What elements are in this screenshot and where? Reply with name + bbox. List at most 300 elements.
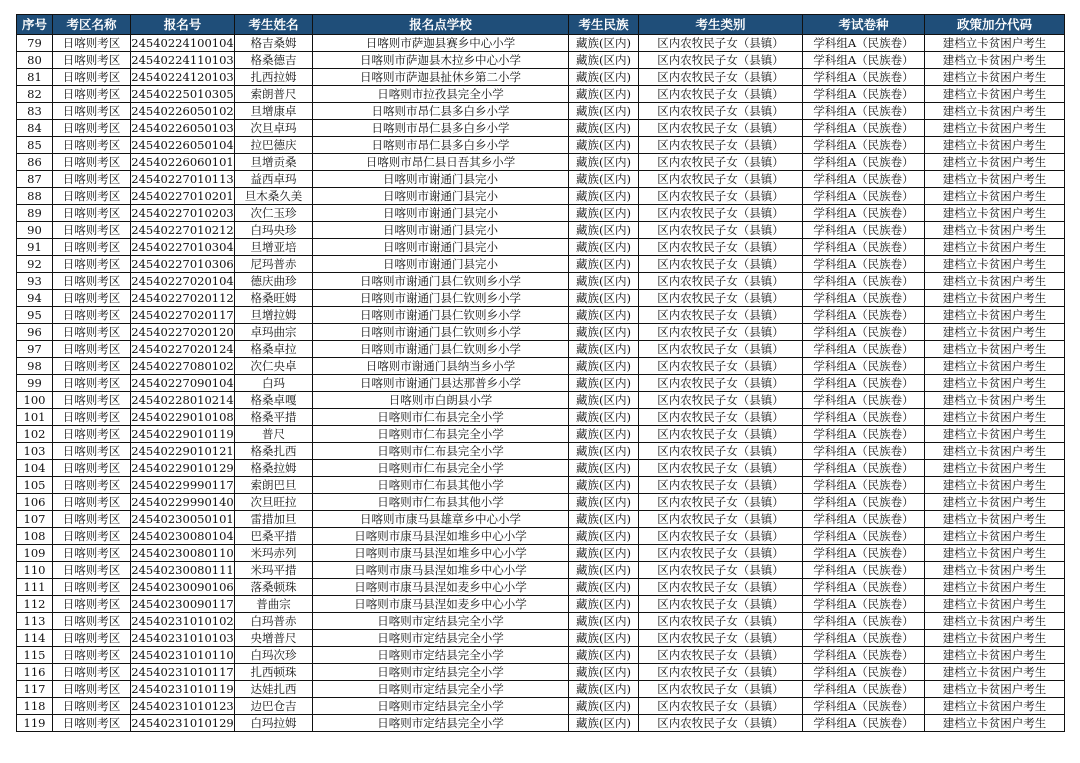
cell-policy-code: 建档立卡贫困户考生 xyxy=(925,528,1065,545)
cell-name: 普曲宗 xyxy=(235,596,313,613)
cell-school: 日喀则市拉孜县完全小学 xyxy=(313,86,569,103)
cell-name: 次旦旺拉 xyxy=(235,494,313,511)
cell-policy-code: 建档立卡贫困户考生 xyxy=(925,579,1065,596)
cell-ethnicity: 藏族(区内) xyxy=(569,494,639,511)
cell-seq: 111 xyxy=(17,579,53,596)
cell-seq: 84 xyxy=(17,120,53,137)
cell-seq: 94 xyxy=(17,290,53,307)
cell-name: 达娃扎西 xyxy=(235,681,313,698)
cell-category: 区内农牧民子女（县镇） xyxy=(639,120,803,137)
table-row xyxy=(17,103,1065,120)
cell-school: 日喀则市康马县涅如麦乡中心小学 xyxy=(313,596,569,613)
cell-reg-number: 24540227010201 xyxy=(131,189,234,203)
cell-seq: 114 xyxy=(17,630,53,647)
table-row xyxy=(17,188,1065,205)
table-row xyxy=(17,664,1065,681)
cell-policy-code: 建档立卡贫困户考生 xyxy=(925,222,1065,239)
cell-paper: 学科组A（民族卷） xyxy=(803,256,925,273)
cell-ethnicity: 藏族(区内) xyxy=(569,562,639,579)
cell-policy-code: 建档立卡贫困户考生 xyxy=(925,409,1065,426)
table-row xyxy=(17,256,1065,273)
cell-name: 次仁玉珍 xyxy=(235,205,313,222)
table-row xyxy=(17,290,1065,307)
cell-paper: 学科组A（民族卷） xyxy=(803,443,925,460)
cell-policy-code: 建档立卡贫困户考生 xyxy=(925,239,1065,256)
table-row xyxy=(17,630,1065,647)
cell-seq: 110 xyxy=(17,562,53,579)
cell-region: 日喀则考区 xyxy=(53,341,131,358)
cell-reg-number: 24540231010123 xyxy=(131,699,234,713)
table-header-row xyxy=(17,15,1065,35)
cell-reg-number: 24540227020124 xyxy=(131,342,234,356)
header-region: 考区名称 xyxy=(53,15,131,35)
cell-school: 日喀则市谢通门县完小 xyxy=(313,256,569,273)
header-name: 考生姓名 xyxy=(235,15,313,35)
table-row xyxy=(17,120,1065,137)
cell-reg-number: 24540226050104 xyxy=(131,138,234,152)
cell-name: 格桑卓嘎 xyxy=(235,392,313,409)
table-row xyxy=(17,528,1065,545)
cell-ethnicity: 藏族(区内) xyxy=(569,154,639,171)
cell-paper: 学科组A（民族卷） xyxy=(803,69,925,86)
cell-reg-number: 24540224100104 xyxy=(131,36,234,50)
cell-name: 格桑平措 xyxy=(235,409,313,426)
cell-region: 日喀则考区 xyxy=(53,273,131,290)
cell-school: 日喀则市康马县雄章乡中心小学 xyxy=(313,511,569,528)
cell-seq: 109 xyxy=(17,545,53,562)
cell-policy-code: 建档立卡贫困户考生 xyxy=(925,494,1065,511)
cell-reg-number: 24540231010119 xyxy=(131,682,234,696)
cell-paper: 学科组A（民族卷） xyxy=(803,120,925,137)
cell-ethnicity: 藏族(区内) xyxy=(569,443,639,460)
header-ethnicity: 考生民族 xyxy=(569,15,639,35)
cell-name: 格桑扎西 xyxy=(235,443,313,460)
cell-school: 日喀则市谢通门县完小 xyxy=(313,205,569,222)
cell-category: 区内农牧民子女（县镇） xyxy=(639,358,803,375)
table-row xyxy=(17,443,1065,460)
cell-category: 区内农牧民子女（县镇） xyxy=(639,596,803,613)
cell-category: 区内农牧民子女（县镇） xyxy=(639,613,803,630)
cell-seq: 95 xyxy=(17,307,53,324)
cell-name: 扎西顿珠 xyxy=(235,664,313,681)
cell-school: 日喀则市仁布县完全小学 xyxy=(313,443,569,460)
cell-school: 日喀则市昂仁县多白乡小学 xyxy=(313,137,569,154)
cell-name: 白玛 xyxy=(235,375,313,392)
cell-name: 卓玛曲宗 xyxy=(235,324,313,341)
table-row xyxy=(17,205,1065,222)
cell-ethnicity: 藏族(区内) xyxy=(569,613,639,630)
cell-seq: 96 xyxy=(17,324,53,341)
cell-seq: 87 xyxy=(17,171,53,188)
cell-paper: 学科组A（民族卷） xyxy=(803,528,925,545)
cell-ethnicity: 藏族(区内) xyxy=(569,52,639,69)
cell-school: 日喀则市康马县涅如堆乡中心小学 xyxy=(313,528,569,545)
cell-ethnicity: 藏族(区内) xyxy=(569,341,639,358)
cell-school: 日喀则市昂仁县日吾其乡小学 xyxy=(313,154,569,171)
cell-category: 区内农牧民子女（县镇） xyxy=(639,86,803,103)
cell-region: 日喀则考区 xyxy=(53,426,131,443)
cell-name: 边巴仓吉 xyxy=(235,698,313,715)
cell-name: 巴桑平措 xyxy=(235,528,313,545)
cell-reg-number: 24540225010305 xyxy=(131,87,234,101)
cell-reg-number: 24540229010108 xyxy=(131,410,234,424)
cell-ethnicity: 藏族(区内) xyxy=(569,256,639,273)
cell-policy-code: 建档立卡贫困户考生 xyxy=(925,188,1065,205)
cell-seq: 93 xyxy=(17,273,53,290)
cell-seq: 85 xyxy=(17,137,53,154)
cell-school: 日喀则市谢通门县仁钦则乡小学 xyxy=(313,273,569,290)
cell-ethnicity: 藏族(区内) xyxy=(569,307,639,324)
cell-category: 区内农牧民子女（县镇） xyxy=(639,630,803,647)
cell-paper: 学科组A（民族卷） xyxy=(803,52,925,69)
cell-school: 日喀则市昂仁县多白乡小学 xyxy=(313,120,569,137)
cell-policy-code: 建档立卡贫困户考生 xyxy=(925,358,1065,375)
cell-region: 日喀则考区 xyxy=(53,324,131,341)
cell-paper: 学科组A（民族卷） xyxy=(803,647,925,664)
table-row xyxy=(17,409,1065,426)
cell-policy-code: 建档立卡贫困户考生 xyxy=(925,154,1065,171)
cell-policy-code: 建档立卡贫困户考生 xyxy=(925,511,1065,528)
cell-reg-number: 24540228010214 xyxy=(131,393,234,407)
cell-reg-number: 24540230090117 xyxy=(131,597,234,611)
table-row xyxy=(17,341,1065,358)
cell-reg-number: 24540227020120 xyxy=(131,325,234,339)
cell-region: 日喀则考区 xyxy=(53,613,131,630)
cell-name: 白玛次珍 xyxy=(235,647,313,664)
cell-paper: 学科组A（民族卷） xyxy=(803,154,925,171)
cell-name: 格桑卓拉 xyxy=(235,341,313,358)
cell-school: 日喀则市谢通门县完小 xyxy=(313,222,569,239)
cell-ethnicity: 藏族(区内) xyxy=(569,290,639,307)
cell-category: 区内农牧民子女（县镇） xyxy=(639,494,803,511)
cell-region: 日喀则考区 xyxy=(53,630,131,647)
cell-reg-number: 24540226060101 xyxy=(131,155,234,169)
cell-seq: 98 xyxy=(17,358,53,375)
cell-ethnicity: 藏族(区内) xyxy=(569,273,639,290)
cell-paper: 学科组A（民族卷） xyxy=(803,137,925,154)
cell-region: 日喀则考区 xyxy=(53,681,131,698)
cell-seq: 113 xyxy=(17,613,53,630)
table-row xyxy=(17,358,1065,375)
cell-reg-number: 24540231010102 xyxy=(131,614,234,628)
cell-reg-number: 24540230090106 xyxy=(131,580,234,594)
cell-policy-code: 建档立卡贫困户考生 xyxy=(925,630,1065,647)
cell-ethnicity: 藏族(区内) xyxy=(569,35,639,52)
cell-category: 区内农牧民子女（县镇） xyxy=(639,324,803,341)
cell-policy-code: 建档立卡贫困户考生 xyxy=(925,256,1065,273)
cell-seq: 91 xyxy=(17,239,53,256)
cell-category: 区内农牧民子女（县镇） xyxy=(639,35,803,52)
cell-category: 区内农牧民子女（县镇） xyxy=(639,460,803,477)
cell-reg-number: 24540231010103 xyxy=(131,631,234,645)
cell-ethnicity: 藏族(区内) xyxy=(569,596,639,613)
cell-region: 日喀则考区 xyxy=(53,647,131,664)
cell-paper: 学科组A（民族卷） xyxy=(803,698,925,715)
cell-seq: 80 xyxy=(17,52,53,69)
cell-name: 旦增贡桑 xyxy=(235,154,313,171)
cell-ethnicity: 藏族(区内) xyxy=(569,69,639,86)
cell-region: 日喀则考区 xyxy=(53,715,131,732)
cell-reg-number: 24540224120103 xyxy=(131,70,234,84)
cell-paper: 学科组A（民族卷） xyxy=(803,375,925,392)
cell-paper: 学科组A（民族卷） xyxy=(803,341,925,358)
cell-paper: 学科组A（民族卷） xyxy=(803,35,925,52)
cell-name: 旦木桑久美 xyxy=(235,188,313,205)
cell-school: 日喀则市谢通门县完小 xyxy=(313,171,569,188)
cell-category: 区内农牧民子女（县镇） xyxy=(639,681,803,698)
cell-name: 格桑旺姆 xyxy=(235,290,313,307)
cell-name: 索朗巴旦 xyxy=(235,477,313,494)
cell-policy-code: 建档立卡贫困户考生 xyxy=(925,647,1065,664)
cell-name: 白玛普赤 xyxy=(235,613,313,630)
cell-school: 日喀则市仁布县完全小学 xyxy=(313,409,569,426)
cell-policy-code: 建档立卡贫困户考生 xyxy=(925,596,1065,613)
cell-policy-code: 建档立卡贫困户考生 xyxy=(925,392,1065,409)
cell-ethnicity: 藏族(区内) xyxy=(569,545,639,562)
cell-paper: 学科组A（民族卷） xyxy=(803,426,925,443)
cell-region: 日喀则考区 xyxy=(53,171,131,188)
cell-reg-number: 24540227080102 xyxy=(131,359,234,373)
cell-reg-number: 24540229010121 xyxy=(131,444,234,458)
cell-seq: 83 xyxy=(17,103,53,120)
cell-seq: 82 xyxy=(17,86,53,103)
table-row xyxy=(17,35,1065,52)
cell-school: 日喀则市谢通门县完小 xyxy=(313,188,569,205)
cell-category: 区内农牧民子女（县镇） xyxy=(639,239,803,256)
cell-seq: 112 xyxy=(17,596,53,613)
cell-name: 米玛平措 xyxy=(235,562,313,579)
cell-reg-number: 24540227010203 xyxy=(131,206,234,220)
cell-seq: 118 xyxy=(17,698,53,715)
cell-seq: 81 xyxy=(17,69,53,86)
table-row xyxy=(17,86,1065,103)
cell-name: 益西卓玛 xyxy=(235,171,313,188)
cell-name: 索朗普尺 xyxy=(235,86,313,103)
cell-name: 拉巴德庆 xyxy=(235,137,313,154)
cell-reg-number: 24540229010119 xyxy=(131,427,234,441)
cell-policy-code: 建档立卡贫困户考生 xyxy=(925,103,1065,120)
cell-school: 日喀则市定结县完全小学 xyxy=(313,681,569,698)
cell-ethnicity: 藏族(区内) xyxy=(569,528,639,545)
cell-category: 区内农牧民子女（县镇） xyxy=(639,426,803,443)
cell-school: 日喀则市谢通门县仁钦则乡小学 xyxy=(313,307,569,324)
cell-ethnicity: 藏族(区内) xyxy=(569,205,639,222)
cell-region: 日喀则考区 xyxy=(53,52,131,69)
cell-paper: 学科组A（民族卷） xyxy=(803,460,925,477)
cell-ethnicity: 藏族(区内) xyxy=(569,681,639,698)
cell-school: 日喀则市萨迦县木拉乡中心小学 xyxy=(313,52,569,69)
cell-name: 普尺 xyxy=(235,426,313,443)
cell-seq: 102 xyxy=(17,426,53,443)
cell-region: 日喀则考区 xyxy=(53,358,131,375)
cell-paper: 学科组A（民族卷） xyxy=(803,222,925,239)
cell-name: 旦增拉姆 xyxy=(235,307,313,324)
cell-region: 日喀则考区 xyxy=(53,35,131,52)
cell-seq: 92 xyxy=(17,256,53,273)
cell-region: 日喀则考区 xyxy=(53,528,131,545)
table-row xyxy=(17,460,1065,477)
cell-name: 格桑德吉 xyxy=(235,52,313,69)
cell-school: 日喀则市定结县完全小学 xyxy=(313,715,569,732)
cell-seq: 100 xyxy=(17,392,53,409)
cell-ethnicity: 藏族(区内) xyxy=(569,630,639,647)
cell-category: 区内农牧民子女（县镇） xyxy=(639,647,803,664)
cell-paper: 学科组A（民族卷） xyxy=(803,324,925,341)
cell-policy-code: 建档立卡贫困户考生 xyxy=(925,426,1065,443)
cell-ethnicity: 藏族(区内) xyxy=(569,409,639,426)
table-row xyxy=(17,511,1065,528)
cell-paper: 学科组A（民族卷） xyxy=(803,613,925,630)
cell-ethnicity: 藏族(区内) xyxy=(569,239,639,256)
cell-paper: 学科组A（民族卷） xyxy=(803,409,925,426)
cell-category: 区内农牧民子女（县镇） xyxy=(639,137,803,154)
cell-name: 格吉桑姆 xyxy=(235,35,313,52)
cell-reg-number: 24540227020117 xyxy=(131,308,234,322)
cell-ethnicity: 藏族(区内) xyxy=(569,120,639,137)
header-seq: 序号 xyxy=(17,15,53,35)
cell-seq: 86 xyxy=(17,154,53,171)
cell-paper: 学科组A（民族卷） xyxy=(803,307,925,324)
cell-region: 日喀则考区 xyxy=(53,545,131,562)
cell-school: 日喀则市谢通门县仁钦则乡小学 xyxy=(313,341,569,358)
cell-region: 日喀则考区 xyxy=(53,222,131,239)
cell-policy-code: 建档立卡贫困户考生 xyxy=(925,273,1065,290)
cell-region: 日喀则考区 xyxy=(53,86,131,103)
cell-school: 日喀则市仁布县完全小学 xyxy=(313,460,569,477)
cell-policy-code: 建档立卡贫困户考生 xyxy=(925,86,1065,103)
cell-reg-number: 24540227010306 xyxy=(131,257,234,271)
cell-seq: 99 xyxy=(17,375,53,392)
cell-ethnicity: 藏族(区内) xyxy=(569,392,639,409)
cell-reg-number: 24540230050101 xyxy=(131,512,234,526)
cell-category: 区内农牧民子女（县镇） xyxy=(639,188,803,205)
cell-paper: 学科组A（民族卷） xyxy=(803,715,925,732)
cell-reg-number: 24540227010113 xyxy=(131,172,234,186)
cell-policy-code: 建档立卡贫困户考生 xyxy=(925,69,1065,86)
cell-paper: 学科组A（民族卷） xyxy=(803,477,925,494)
cell-category: 区内农牧民子女（县镇） xyxy=(639,664,803,681)
cell-ethnicity: 藏族(区内) xyxy=(569,511,639,528)
cell-paper: 学科组A（民族卷） xyxy=(803,188,925,205)
cell-region: 日喀则考区 xyxy=(53,579,131,596)
cell-name: 落桑顿珠 xyxy=(235,579,313,596)
cell-paper: 学科组A（民族卷） xyxy=(803,681,925,698)
cell-reg-number: 24540227010212 xyxy=(131,223,234,237)
cell-school: 日喀则市昂仁县多白乡小学 xyxy=(313,103,569,120)
cell-region: 日喀则考区 xyxy=(53,205,131,222)
cell-region: 日喀则考区 xyxy=(53,154,131,171)
cell-reg-number: 24540227020112 xyxy=(131,291,234,305)
cell-ethnicity: 藏族(区内) xyxy=(569,86,639,103)
cell-name: 次仁央卓 xyxy=(235,358,313,375)
table-row xyxy=(17,239,1065,256)
cell-reg-number: 24540230080111 xyxy=(131,563,234,577)
cell-ethnicity: 藏族(区内) xyxy=(569,222,639,239)
table-row xyxy=(17,52,1065,69)
cell-region: 日喀则考区 xyxy=(53,290,131,307)
cell-category: 区内农牧民子女（县镇） xyxy=(639,528,803,545)
cell-ethnicity: 藏族(区内) xyxy=(569,715,639,732)
table-row xyxy=(17,307,1065,324)
cell-category: 区内农牧民子女（县镇） xyxy=(639,409,803,426)
table-row xyxy=(17,375,1065,392)
cell-policy-code: 建档立卡贫困户考生 xyxy=(925,375,1065,392)
cell-paper: 学科组A（民族卷） xyxy=(803,511,925,528)
cell-policy-code: 建档立卡贫困户考生 xyxy=(925,52,1065,69)
cell-school: 日喀则市谢通门县完小 xyxy=(313,239,569,256)
cell-category: 区内农牧民子女（县镇） xyxy=(639,511,803,528)
cell-paper: 学科组A（民族卷） xyxy=(803,494,925,511)
cell-policy-code: 建档立卡贫困户考生 xyxy=(925,681,1065,698)
cell-category: 区内农牧民子女（县镇） xyxy=(639,715,803,732)
cell-policy-code: 建档立卡贫困户考生 xyxy=(925,460,1065,477)
cell-policy-code: 建档立卡贫困户考生 xyxy=(925,545,1065,562)
cell-school: 日喀则市定结县完全小学 xyxy=(313,613,569,630)
cell-reg-number: 24540229990117 xyxy=(131,478,234,492)
cell-policy-code: 建档立卡贫困户考生 xyxy=(925,205,1065,222)
cell-reg-number: 24540224110103 xyxy=(131,53,234,67)
cell-school: 日喀则市仁布县其他小学 xyxy=(313,494,569,511)
cell-category: 区内农牧民子女（县镇） xyxy=(639,69,803,86)
table-row xyxy=(17,715,1065,732)
cell-reg-number: 24540230080104 xyxy=(131,529,234,543)
cell-school: 日喀则市康马县涅如麦乡中心小学 xyxy=(313,579,569,596)
table-row xyxy=(17,613,1065,630)
cell-category: 区内农牧民子女（县镇） xyxy=(639,256,803,273)
cell-seq: 79 xyxy=(17,35,53,52)
cell-policy-code: 建档立卡贫困户考生 xyxy=(925,613,1065,630)
cell-region: 日喀则考区 xyxy=(53,511,131,528)
cell-paper: 学科组A（民族卷） xyxy=(803,103,925,120)
cell-school: 日喀则市定结县完全小学 xyxy=(313,664,569,681)
cell-seq: 105 xyxy=(17,477,53,494)
cell-region: 日喀则考区 xyxy=(53,188,131,205)
cell-school: 日喀则市定结县完全小学 xyxy=(313,698,569,715)
cell-paper: 学科组A（民族卷） xyxy=(803,239,925,256)
cell-name: 次旦卓玛 xyxy=(235,120,313,137)
cell-policy-code: 建档立卡贫困户考生 xyxy=(925,443,1065,460)
cell-name: 德庆曲珍 xyxy=(235,273,313,290)
cell-seq: 89 xyxy=(17,205,53,222)
table-row xyxy=(17,698,1065,715)
table-row xyxy=(17,69,1065,86)
cell-paper: 学科组A（民族卷） xyxy=(803,171,925,188)
table-body xyxy=(17,35,1065,732)
cell-reg-number: 24540229990140 xyxy=(131,495,234,509)
table-row xyxy=(17,545,1065,562)
cell-category: 区内农牧民子女（县镇） xyxy=(639,477,803,494)
cell-paper: 学科组A（民族卷） xyxy=(803,392,925,409)
cell-school: 日喀则市谢通门县仁钦则乡小学 xyxy=(313,324,569,341)
cell-school: 日喀则市谢通门县达那普乡小学 xyxy=(313,375,569,392)
table-row xyxy=(17,579,1065,596)
cell-seq: 119 xyxy=(17,715,53,732)
cell-seq: 117 xyxy=(17,681,53,698)
cell-region: 日喀则考区 xyxy=(53,562,131,579)
cell-school: 日喀则市谢通门县纳当乡小学 xyxy=(313,358,569,375)
cell-region: 日喀则考区 xyxy=(53,375,131,392)
cell-policy-code: 建档立卡贫困户考生 xyxy=(925,477,1065,494)
cell-ethnicity: 藏族(区内) xyxy=(569,477,639,494)
cell-ethnicity: 藏族(区内) xyxy=(569,188,639,205)
cell-seq: 97 xyxy=(17,341,53,358)
cell-paper: 学科组A（民族卷） xyxy=(803,596,925,613)
cell-name: 格桑拉姆 xyxy=(235,460,313,477)
cell-name: 央增普尺 xyxy=(235,630,313,647)
header-school: 报名点学校 xyxy=(313,15,569,35)
table-row xyxy=(17,222,1065,239)
table-row xyxy=(17,426,1065,443)
